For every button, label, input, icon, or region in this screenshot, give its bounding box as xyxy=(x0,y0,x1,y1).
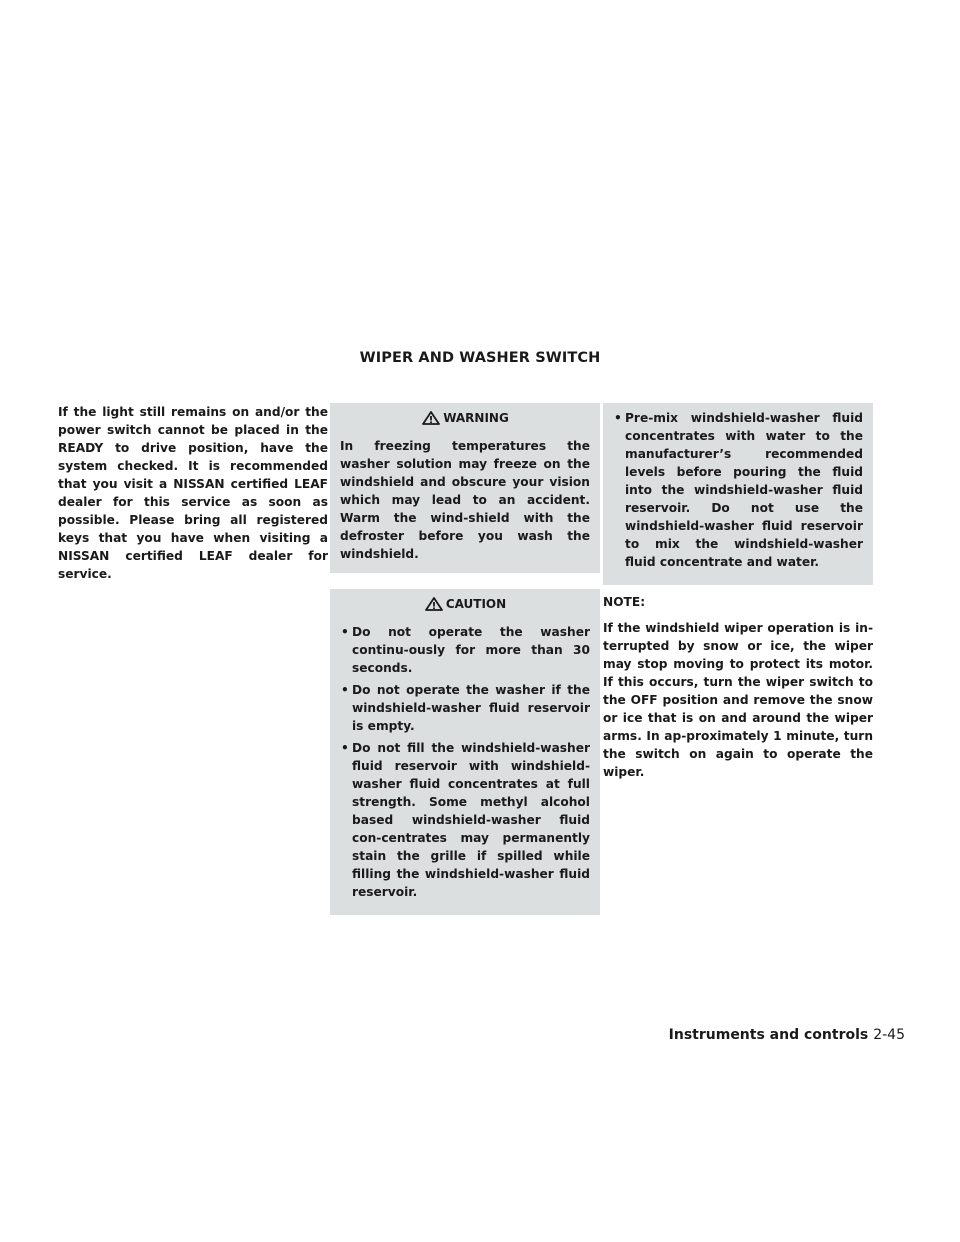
page-number: 2-45 xyxy=(873,1027,905,1043)
caution-box-continued xyxy=(603,403,873,585)
warning-box xyxy=(330,403,600,573)
warning-label: WARNING xyxy=(443,411,509,425)
list-item: • Do not fill the windshield-washer fluid reservoir with windshield-washer fluid concentrates at full strength. Some methyl alcohol based windshield-washer fluid con-centrates may permanently stain the grille if spilled while filling the windshield-washer fluid reservoir. xyxy=(341,741,590,899)
footer-section: Instruments and controls xyxy=(668,1027,869,1043)
page-footer xyxy=(669,1027,905,1043)
caution-header xyxy=(340,597,590,611)
list-item: • Do not operate the washer if the windshield-washer fluid reservoir is empty. xyxy=(341,683,590,733)
note-text: If the windshield wiper operation is in-terrupted by snow or ice, the wiper may stop moving to protect its motor. If this occurs, turn the wiper switch to the OFF position and remove the snow or ice that is on and around the wiper arms. In ap-proximately 1 minute, turn the switch on again to operate the wiper. xyxy=(603,621,873,779)
warning-header xyxy=(340,411,590,425)
column-3 xyxy=(603,403,873,781)
caution-box xyxy=(330,589,600,915)
bullet: • xyxy=(341,683,349,697)
intro-paragraph: If the light still remains on and/or the power switch cannot be placed in the READY to drive position, have the system checked. It is recommended that you visit a NISSAN certified LEAF dealer for this service as soon as possible. Please bring all registered keys that you have when visiting a NISSAN certified LEAF dealer for service. xyxy=(58,405,328,581)
warning-triangle-icon xyxy=(421,411,441,425)
section-title: WIPER AND WASHER SWITCH xyxy=(359,350,601,366)
list-item: • Pre-mix windshield-washer fluid concentrates with water to the manufacturer’s recommended levels before pouring the fluid into the windshield-washer fluid reservoir. Do not use the windshield-washer fluid reservoir to mix the windshield-washer fluid concentrate and water. xyxy=(614,411,863,569)
bullet: • xyxy=(341,625,349,639)
caution-list xyxy=(340,623,590,901)
bullet: • xyxy=(614,411,622,425)
bullet: • xyxy=(341,741,349,755)
warning-text: In freezing temperatures the washer solution may freeze on the windshield and obscure your vision which may lead to an accident. Warm the wind-shield with the defroster before you wash the windshield. xyxy=(340,439,590,561)
caution-label: CAUTION xyxy=(445,597,507,611)
list-item: • Do not operate the washer continu-ously for more than 30 seconds. xyxy=(341,625,590,675)
caution-list-continued xyxy=(613,409,863,571)
column-1 xyxy=(58,403,328,583)
column-2 xyxy=(330,403,600,915)
warning-triangle-icon xyxy=(424,597,444,611)
note-label: NOTE: xyxy=(603,595,646,609)
